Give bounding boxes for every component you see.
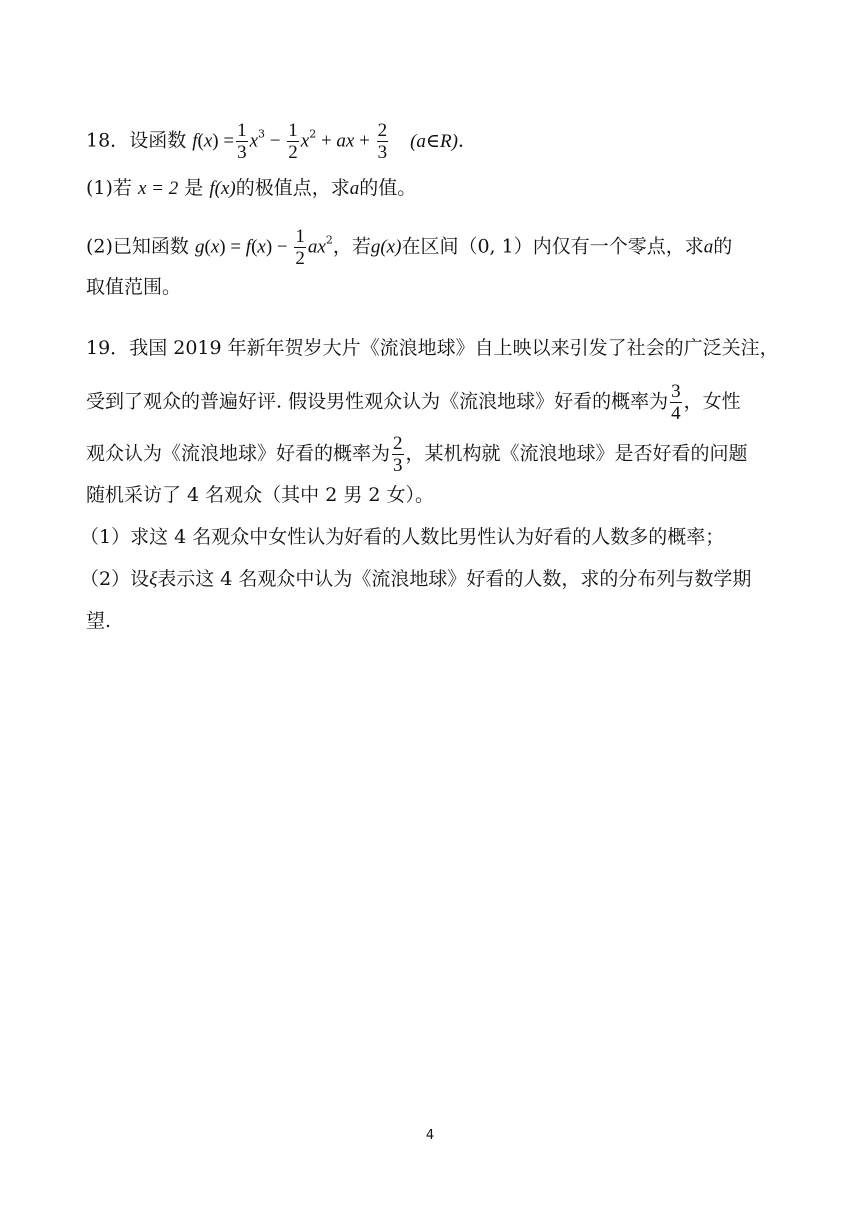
q18-stem-prefix: 设函数 [129, 129, 187, 152]
q19-part1: （1）求这 4 名观众中女性认为好看的人数比男性认为好看的人数多的概率； [80, 526, 725, 548]
q19-number: 19． [86, 337, 130, 359]
page-number: 4 [425, 1128, 435, 1143]
fraction-2-3: $\frac{2}{3}$ [377, 120, 388, 163]
q18-number: 18． [86, 129, 130, 152]
q19-part2-cont: 望. [86, 610, 112, 632]
fraction-female-prob: $\frac{2}{3}$ [393, 433, 403, 476]
q18-p1-condition: x = 2 [137, 178, 179, 199]
q18-p2-variable: a [703, 236, 714, 258]
q19-part2: （2）设ξ表示这 4 名观众中认为《流浪地球》好看的人数，求的分布列与数学期 [80, 568, 752, 590]
q18-part1: (1)若 x = 2 是 f(x)的极值点，求a的值。 [86, 177, 417, 199]
q18-part2-cont: 取值范围。 [86, 276, 182, 298]
q19-line3: 观众认为《流浪地球》好看的概率为 $\frac{2}{3}$ ，某机构就《流浪地球》是否好看的问题 [86, 433, 748, 476]
q18-stem: 18．设函数 f(x) = $\frac{1}{3}$ $x^3$ − $\frac{1}{2}$ $x^2$ + ax + $\frac{2}{3}$ (a∈R)． [86, 120, 477, 163]
q18-function-formula: f [192, 130, 198, 152]
q18-period: ． [457, 129, 477, 152]
q19-line1: 19．我国 2019 年新年贺岁大片《流浪地球》自上映以来引发了社会的广泛关注， [86, 337, 779, 359]
fraction-male-prob: $\frac{3}{4}$ [671, 381, 681, 424]
q19-line4: 随机采访了 4 名观众（其中 2 男 2 女）。 [86, 484, 435, 506]
q18-p1-function: f(x) [209, 178, 236, 199]
q18-p2-g: g(x) [370, 236, 402, 258]
fraction-1-3: $\frac{1}{3}$ [237, 120, 247, 163]
fraction-1-2: $\frac{1}{2}$ [288, 120, 298, 163]
fraction-1-2-b: $\frac{1}{2}$ [295, 226, 305, 269]
q18-part2: (2)已知函数 g(x) = f(x) − $\frac{1}{2}$ $ax^2$，若g(x)在区间（0, 1）内仅有一个零点，求a的 [86, 226, 733, 269]
q18-p1-variable: a [349, 178, 360, 199]
q19-line2: 受到了观众的普遍好评. 假设男性观众认为《流浪地球》好看的概率为 $\frac{3}{4}$ ，女性 [86, 381, 741, 424]
q18-domain: (a∈R) [410, 130, 458, 152]
q18-p2-formula: g [194, 236, 205, 258]
q19-xi-symbol: ξ [149, 569, 158, 590]
